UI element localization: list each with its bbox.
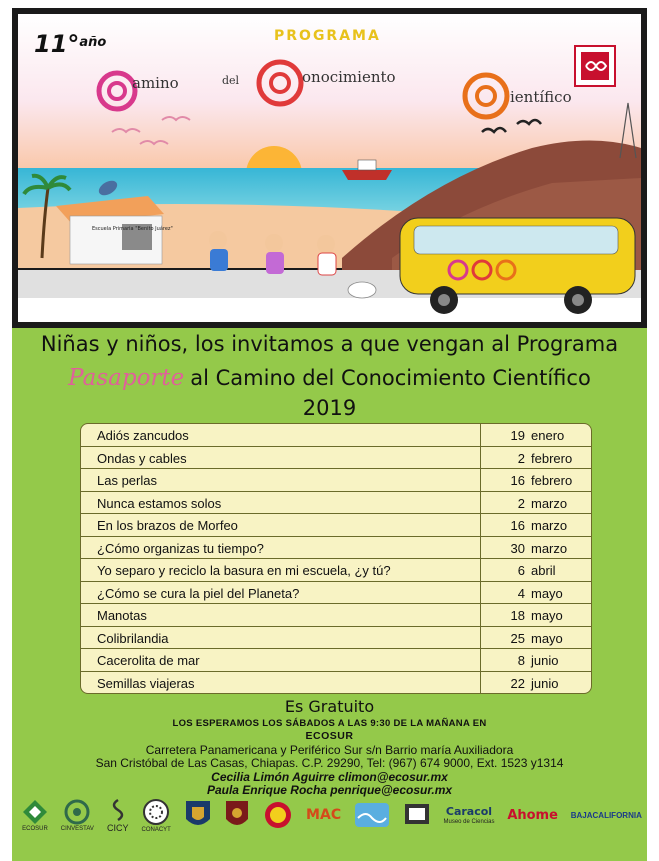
session-month: junio [531, 675, 559, 691]
schedule-table [80, 423, 592, 694]
logo-cicy-text: CICY [106, 822, 129, 833]
pasaporte-word: Pasaporte [68, 365, 185, 391]
logo-seal [263, 800, 293, 830]
ecosur-logo-icon [22, 799, 48, 825]
title-connector: del [222, 74, 240, 87]
schedule-row [81, 582, 591, 605]
schedule-row [81, 469, 591, 492]
cinvestav-logo-icon [63, 799, 91, 825]
title-word-camino: amino [132, 74, 179, 92]
logo-caracol [443, 805, 494, 825]
years-number: 11° [34, 30, 80, 58]
schedule-note: LOS ESPERAMOS LOS SÁBADOS A LAS 9:30 DE LA MAÑANA EN [172, 718, 487, 729]
session-topic: Yo separo y reciclo la basura en mi escuela, ¿y tú? [81, 559, 481, 581]
session-topic: ¿Cómo organizas tu tiempo? [81, 537, 481, 559]
schedule-row [81, 627, 591, 650]
session-month: mayo [531, 585, 563, 601]
schedule-row [81, 672, 591, 695]
logo-caracol-text: Caracol [445, 805, 493, 818]
seal-logo-icon [263, 800, 293, 830]
session-month: junio [531, 653, 559, 668]
years-suffix: año [79, 35, 107, 50]
contact-line-2: Paula Enrique Rocha penrique@ecosur.mx [206, 783, 453, 797]
session-day: 4 [517, 585, 525, 601]
session-day: 16 [510, 473, 525, 488]
logo-ahome [507, 808, 558, 823]
years-badge [34, 30, 106, 58]
session-month: enero [531, 428, 565, 443]
session-topic: Ondas y cables [81, 447, 481, 469]
logo-ecosur [22, 799, 48, 832]
session-day: 30 [510, 540, 525, 556]
bm-logo-icon [403, 802, 431, 828]
session-topic: ¿Cómo se cura la piel del Planeta? [81, 582, 481, 604]
logo-conacyt-text: CONACYT [141, 826, 171, 833]
session-month: febrero [531, 473, 573, 488]
session-month: mayo [531, 630, 563, 646]
logo-baja-text: BAJACALIFORNIA [570, 810, 642, 820]
schedule-row [81, 447, 591, 470]
address-line-2: San Cristóbal de Las Casas, Chiapas. C.P. 29290, Tel: (967) 674 9000, Ext. 1523 y1314 [95, 756, 564, 770]
session-day: 25 [510, 630, 525, 646]
logo-cicy [107, 798, 129, 833]
logo-cinvestav [61, 799, 94, 832]
schedule-row [81, 559, 591, 582]
session-day: 6 [517, 563, 525, 578]
session-day: 2 [517, 450, 525, 466]
title-word-cientifico: ientífico [510, 88, 572, 106]
illustration-banner [12, 8, 647, 328]
venue-name: ECOSUR [305, 730, 354, 742]
headline-line-2 [0, 365, 659, 391]
session-topic: Nunca estamos solos [81, 492, 481, 514]
logo-caracol-sub: Museo de Ciencias [443, 819, 495, 825]
headline-line-2-rest: al Camino del Conocimiento Científico [190, 366, 591, 390]
session-month: abril [531, 563, 556, 578]
academy-logo-icon [575, 46, 615, 86]
logo-baja [571, 811, 642, 820]
free-admission-label: Es Gratuito [284, 697, 375, 716]
logo-unam [184, 799, 212, 831]
session-day: 2 [517, 495, 525, 511]
illustration-scene [12, 8, 647, 328]
session-topic: En los brazos de Morfeo [81, 514, 481, 536]
session-topic: Semillas viajeras [81, 672, 481, 695]
schedule-row [81, 424, 591, 447]
session-topic: Adiós zancudos [81, 424, 481, 446]
logo-cinvestav-text: CINVESTAV [60, 825, 94, 832]
crest-logo-icon [224, 799, 250, 831]
school-sign: Escuela Primaria "Benito Juárez" [92, 226, 173, 232]
logo-bm [403, 802, 431, 828]
schedule-row [81, 514, 591, 537]
address-line-1: Carretera Panamericana y Periférico Sur s/n Barrio maría Auxiliadora [145, 743, 514, 757]
logo-ecosur-text: ECOSUR [22, 825, 48, 832]
program-label: PROGRAMA [274, 28, 381, 44]
session-topic: Manotas [81, 604, 481, 626]
session-month: marzo [531, 495, 568, 511]
session-day: 8 [517, 653, 525, 668]
session-month: febrero [531, 450, 573, 466]
session-topic: Las perlas [81, 469, 481, 491]
cicy-logo-icon [107, 798, 129, 822]
schedule-row [81, 492, 591, 515]
logo-crest [224, 799, 250, 831]
schedule-row [81, 537, 591, 560]
sponsor-logos [22, 796, 642, 834]
session-day: 16 [510, 518, 525, 533]
headline-year: 2019 [302, 396, 357, 420]
session-day: 18 [510, 608, 525, 623]
contact-line-1: Cecilia Limón Aguirre climon@ecosur.mx [211, 770, 448, 784]
logo-wave [354, 802, 390, 828]
session-month: marzo [531, 518, 568, 533]
logo-ahome-text: Ahome [507, 807, 558, 823]
session-day: 22 [510, 675, 525, 691]
conacyt-logo-icon [142, 798, 170, 826]
session-month: marzo [531, 540, 568, 556]
session-day: 19 [510, 428, 525, 443]
session-topic: Colibrilandia [81, 627, 481, 649]
logo-mac [306, 807, 341, 823]
session-month: mayo [531, 608, 563, 623]
logo-conacyt [142, 798, 171, 833]
session-topic: Cacerolita de mar [81, 649, 481, 671]
logo-mac-text: MAC [306, 807, 342, 823]
unam-crest-icon [184, 799, 212, 831]
schedule-row [81, 604, 591, 627]
title-word-conocimiento: onocimiento [302, 68, 396, 86]
schedule-row [81, 649, 591, 672]
headline-line-1: Niñas y niños, los invitamos a que vengan al Programa [40, 332, 619, 356]
wave-logo-icon [354, 802, 390, 828]
